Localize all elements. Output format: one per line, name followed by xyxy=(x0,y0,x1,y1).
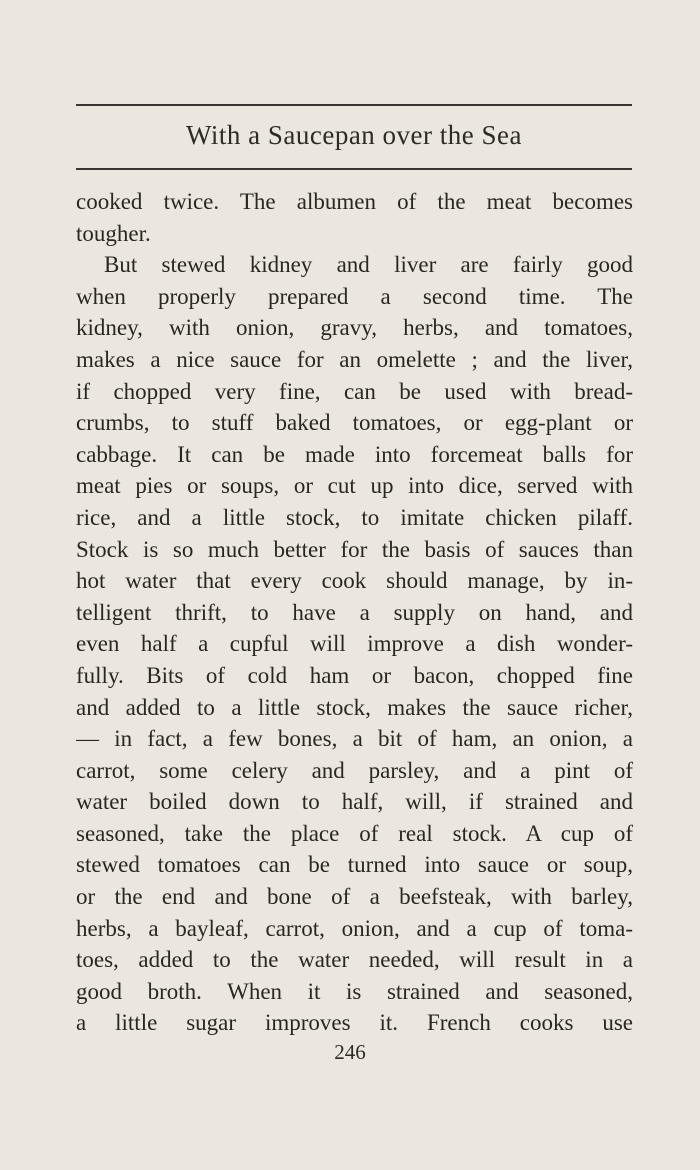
text-line: rice, and a little stock, to imitate chicken pilaff. xyxy=(76,504,633,530)
text-line: if chopped very fine, can be used with bread- xyxy=(76,378,633,404)
text-line: toes, added to the water needed, will result in a xyxy=(76,947,633,973)
header-rule-top xyxy=(76,104,632,106)
text-line: cooked twice. The albumen of the meat becomes xyxy=(76,189,633,214)
text-line: carrot, some celery and parsley, and a pint of xyxy=(76,757,633,783)
text-line: herbs, a bayleaf, carrot, onion, and a cup of toma- xyxy=(76,915,633,941)
text-line: good broth. When it is strained and seasoned, xyxy=(76,978,633,1004)
text-line: tougher. xyxy=(76,220,151,246)
running-header: With a Saucepan over the Sea xyxy=(185,120,523,150)
body-text xyxy=(76,186,633,1039)
text-line: and added to a little stock, makes the sauce richer, xyxy=(76,694,633,720)
text-line: a little sugar improves it. French cooks use xyxy=(76,1010,633,1036)
text-line: meat pies or soups, or cut up into dice, served with xyxy=(76,473,633,499)
text-line: Stock is so much better for the basis of sauces than xyxy=(76,536,633,562)
text-line: or the end and bone of a beefsteak, with barley, xyxy=(76,884,633,910)
text-line: hot water that every cook should manage, by in- xyxy=(76,568,633,594)
text-line: crumbs, to stuff baked tomatoes, or egg-plant or xyxy=(76,410,633,436)
text-line: even half a cupful will improve a dish wonder- xyxy=(76,631,633,657)
text-line: seasoned, take the place of real stock. A cup of xyxy=(76,820,633,846)
paragraph-start-line: But stewed kidney and liver are fairly good xyxy=(104,252,633,278)
text-line: cabbage. It can be made into forcemeat balls for xyxy=(76,441,633,467)
text-line: telligent thrift, to have a supply on hand, and xyxy=(76,599,633,625)
text-line: makes a nice sauce for an omelette ; and the liver, xyxy=(76,346,633,372)
text-line: — in fact, a few bones, a bit of ham, an onion, a xyxy=(76,726,633,752)
text-line: kidney, with onion, gravy, herbs, and tomatoes, xyxy=(76,315,633,341)
page-number: 246 xyxy=(334,1040,366,1064)
text-line: when properly prepared a second time. The xyxy=(76,283,633,309)
text-line: water boiled down to half, will, if strained and xyxy=(76,789,633,815)
header-rule-bottom xyxy=(76,168,632,170)
text-line: stewed tomatoes can be turned into sauce or soup, xyxy=(76,852,633,878)
text-line: fully. Bits of cold ham or bacon, chopped fine xyxy=(76,662,633,688)
